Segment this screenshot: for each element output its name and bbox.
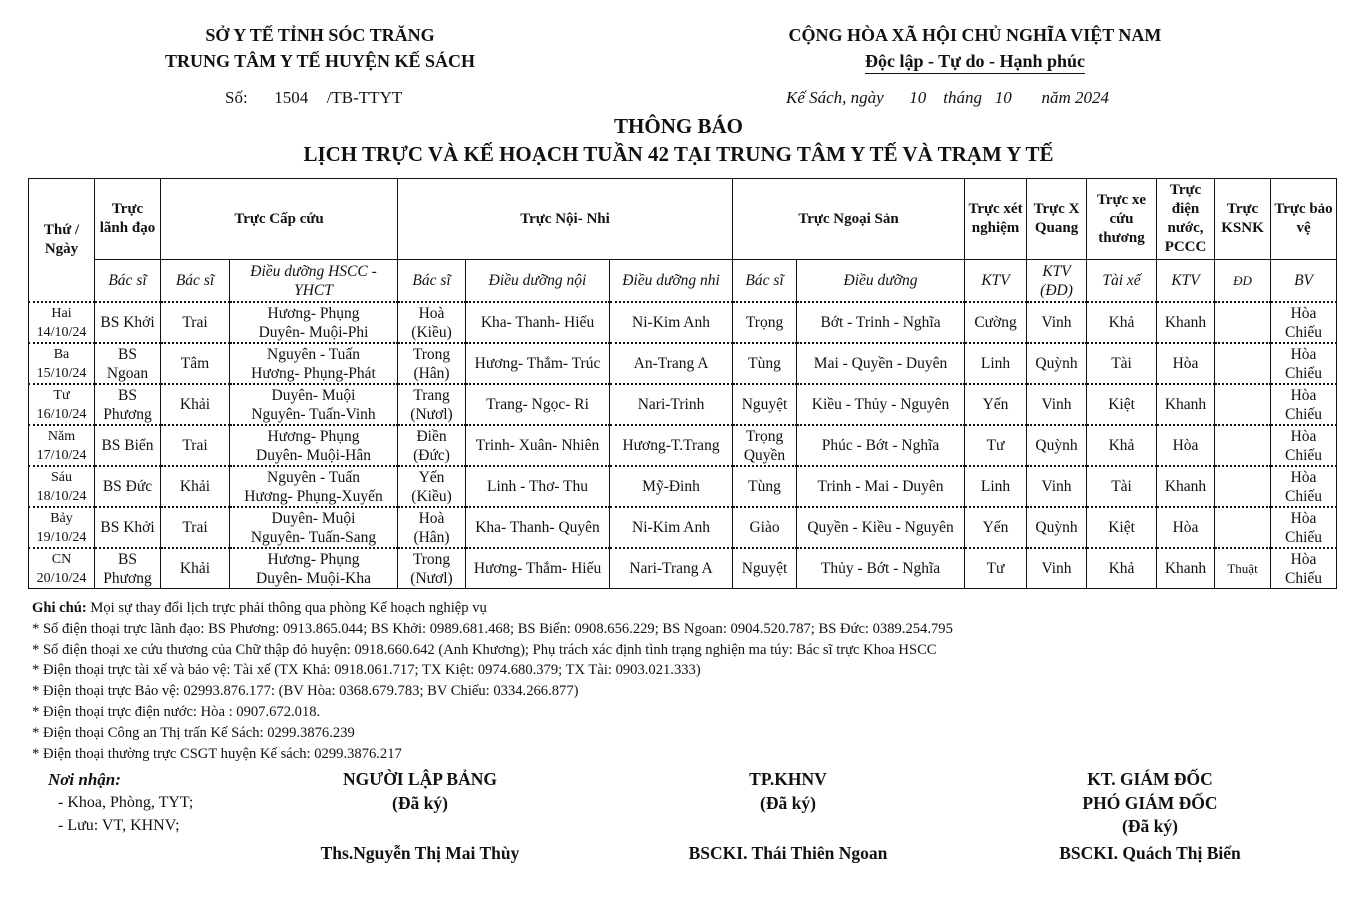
cell-line: Chiếu	[1285, 487, 1323, 505]
cell-electric: Hòa	[1157, 507, 1215, 548]
cell-line: Hai	[51, 305, 72, 321]
cell-line: (Hân)	[413, 528, 450, 546]
cell-day	[29, 507, 95, 548]
sub-header: BV	[1271, 260, 1337, 303]
table-row	[29, 384, 1337, 425]
table-row	[29, 466, 1337, 507]
cell-surgery-nurse: Mai - Quyền - Duyên	[797, 343, 965, 384]
cell-leader: BS Biển	[95, 425, 161, 466]
cell-surgery-nurse: Quyền - Kiều - Nguyên	[797, 507, 965, 548]
cell-surgery-doctor: Nguyệt	[733, 548, 797, 589]
cell-internal-doctor	[398, 548, 466, 589]
duty-schedule-table	[28, 178, 1337, 589]
cell-line: Hoà	[418, 509, 445, 527]
header-guard: Trực bảo vệ	[1271, 179, 1337, 260]
cell-line: Duyên- Muội	[271, 386, 356, 404]
cell-driver: Khả	[1087, 302, 1157, 343]
cell-day	[29, 466, 95, 507]
cell-leader: BS Phương	[95, 548, 161, 589]
cell-line: Hương- Phụng	[267, 427, 360, 445]
cell-line: Trọng	[745, 427, 784, 445]
cell-er-nurse	[230, 507, 398, 548]
cell-driver: Tài	[1087, 466, 1157, 507]
cell-guard	[1271, 507, 1337, 548]
cell-er-doctor: Khải	[161, 384, 230, 425]
note-line: * Điện thoại trực Bảo vệ: 02993.876.177: (BV Hòa: 0368.679.783; BV Chiếu: 0334.266.877)	[32, 683, 579, 700]
signature-role: TP.KHNV	[749, 769, 827, 789]
note-general	[32, 598, 953, 619]
cell-line: (Nươl)	[410, 569, 453, 587]
cell-guard	[1271, 548, 1337, 589]
header-leader: Trực lãnh đạo	[95, 179, 161, 260]
cell-line: 16/10/24	[36, 406, 87, 422]
cell-leader: BS Khởi	[95, 507, 161, 548]
national-motto-block	[740, 22, 1210, 74]
cell-pediatric-nurse: Hương-T.Trang	[610, 425, 733, 466]
cell-line: Quyền	[743, 446, 786, 464]
signature-status: (Đã ký)	[392, 792, 448, 813]
cell-xray: Quỳnh	[1027, 507, 1087, 548]
cell-internal-nurse: Hương- Thắm- Hiếu	[466, 548, 610, 589]
cell-surgery-nurse: Bớt - Trinh - Nghĩa	[797, 302, 965, 343]
cell-pediatric-nurse: Mỹ-Đinh	[610, 466, 733, 507]
cell-guard	[1271, 466, 1337, 507]
note-line: * Điện thoại trực điện nước: Hòa : 0907.672.018.	[32, 703, 321, 720]
issuer-department: SỞ Y TẾ TỈNH SÓC TRĂNG	[205, 25, 435, 45]
signature-name-preparer: Ths.Nguyễn Thị Mai Thùy	[320, 843, 520, 863]
cell-driver: Khả	[1087, 425, 1157, 466]
cell-surgery-doctor: Tùng	[733, 343, 797, 384]
cell-surgery-nurse: Kiều - Thủy - Nguyên	[797, 384, 965, 425]
cell-guard	[1271, 302, 1337, 343]
signature-status: (Đã ký)	[1122, 816, 1178, 836]
cell-internal-nurse: Trang- Ngọc- Ri	[466, 384, 610, 425]
ref-suffix: /TB-TTYT	[326, 88, 403, 107]
sub-header: Tài xế	[1087, 260, 1157, 303]
cell-surgery-doctor: Tùng	[733, 466, 797, 507]
signature-preparer	[290, 768, 550, 815]
sub-header: KTV (ĐD)	[1027, 260, 1087, 303]
cell-electric: Khanh	[1157, 548, 1215, 589]
issuer-block	[120, 22, 520, 74]
cell-electric: Khanh	[1157, 384, 1215, 425]
cell-line: Hoà	[418, 304, 445, 322]
cell-electric: Khanh	[1157, 466, 1215, 507]
cell-internal-doctor	[398, 302, 466, 343]
signature-role: NGƯỜI LẬP BẢNG	[343, 769, 497, 789]
cell-lab: Linh	[965, 343, 1027, 384]
cell-leader: BS Phương	[95, 384, 161, 425]
cell-line: Chiếu	[1285, 569, 1323, 587]
cell-line: Chiếu	[1285, 364, 1323, 382]
sub-header: Điều dưỡng nhi	[610, 260, 733, 303]
header-internal-pediatrics: Trực Nội- Nhi	[398, 179, 733, 260]
header-lab: Trực xét nghiệm	[965, 179, 1027, 260]
recipient-item: - Khoa, Phòng, TYT;	[58, 794, 194, 811]
cell-ksnk	[1215, 384, 1271, 425]
cell-er-doctor: Khải	[161, 466, 230, 507]
document-title: THÔNG BÁO	[614, 114, 743, 138]
cell-day	[29, 425, 95, 466]
cell-line: Hương- Phụng-Xuyến	[244, 487, 383, 505]
table-row	[29, 548, 1337, 589]
document-subtitle: LỊCH TRỰC VÀ KẾ HOẠCH TUẦN 42 TẠI TRUNG TÂM Y TẾ VÀ TRẠM Y TẾ	[303, 142, 1054, 166]
cell-lab: Yến	[965, 384, 1027, 425]
cell-line: Bảy	[50, 510, 73, 526]
cell-line: Nguyên- Tuấn-Vinh	[251, 405, 376, 423]
cell-lab: Tư	[965, 548, 1027, 589]
cell-internal-nurse: Hương- Thắm- Trúc	[466, 343, 610, 384]
cell-leader: BS Đức	[95, 466, 161, 507]
cell-line: Yến	[418, 468, 445, 486]
cell-er-nurse	[230, 302, 398, 343]
cell-line: 14/10/24	[36, 324, 87, 340]
cell-lab: Cường	[965, 302, 1027, 343]
cell-pediatric-nurse: Ni-Kim Anh	[610, 302, 733, 343]
cell-line: Duyên- Muội-Hân	[256, 446, 371, 464]
signature-role: PHÓ GIÁM ĐỐC	[1082, 792, 1218, 813]
ref-prefix: Số:	[225, 88, 248, 107]
cell-line: Chiếu	[1285, 446, 1323, 464]
cell-line: Hòa	[1290, 550, 1317, 568]
cell-internal-doctor	[398, 507, 466, 548]
cell-line: 15/10/24	[36, 365, 87, 381]
cell-ksnk	[1215, 507, 1271, 548]
cell-ksnk	[1215, 425, 1271, 466]
cell-day	[29, 548, 95, 589]
cell-lab: Yến	[965, 507, 1027, 548]
cell-line: Hương- Phụng	[267, 550, 360, 568]
ref-number: 1504	[274, 88, 309, 107]
cell-surgery-doctor	[733, 425, 797, 466]
cell-line: (Hân)	[413, 364, 450, 382]
cell-surgery-nurse: Thủy - Bớt - Nghĩa	[797, 548, 965, 589]
cell-surgery-doctor: Nguyệt	[733, 384, 797, 425]
cell-pediatric-nurse: Nari-Trang A	[610, 548, 733, 589]
cell-line: Chiếu	[1285, 405, 1323, 423]
cell-ksnk: Thuật	[1215, 548, 1271, 589]
cell-line: Hòa	[1290, 509, 1317, 527]
cell-xray: Quỳnh	[1027, 425, 1087, 466]
cell-ksnk	[1215, 302, 1271, 343]
cell-line: Sáu	[51, 469, 72, 485]
notes-block	[32, 598, 953, 764]
cell-line: 18/10/24	[36, 488, 87, 504]
signature-name-khnv: BSCKI. Thái Thiên Ngoan	[688, 843, 888, 863]
signature-status: (Đã ký)	[760, 792, 816, 813]
cell-leader: BS Ngoan	[95, 343, 161, 384]
note-line: * Điện thoại trực tài xế và bảo vệ: Tài xế (TX Khả: 0918.061.717; TX Kiệt: 0974.680.379; TX Tài: 0903.021.333)	[32, 662, 701, 679]
cell-line: Duyên- Muội-Kha	[256, 569, 371, 587]
cell-line: Chiếu	[1285, 323, 1323, 341]
note-line: * Số điện thoại trực lãnh đạo: BS Phương: 0913.865.044; BS Khởi: 0989.681.468; BS Biển: 0908.656.229; BS Ngoan: 0904.520.787; BS Đức: 0389.254.795	[32, 620, 953, 637]
cell-internal-nurse: Kha- Thanh- Quyên	[466, 507, 610, 548]
cell-line: CN	[51, 551, 72, 567]
cell-er-doctor: Trai	[161, 302, 230, 343]
cell-day	[29, 384, 95, 425]
cell-electric: Khanh	[1157, 302, 1215, 343]
cell-driver: Kiệt	[1087, 384, 1157, 425]
sub-header: Điều dưỡng nội	[466, 260, 610, 303]
cell-er-nurse	[230, 548, 398, 589]
table-row	[29, 302, 1337, 343]
header-surgery-obstetrics: Trực Ngoại Sản	[733, 179, 965, 260]
cell-line: Trong	[412, 345, 451, 363]
cell-line: Điền	[416, 427, 447, 445]
sub-header: Bác sĩ	[398, 260, 466, 303]
cell-internal-doctor	[398, 384, 466, 425]
cell-day	[29, 302, 95, 343]
cell-line: (Kiều)	[411, 487, 452, 505]
sub-header-row	[29, 260, 1337, 303]
note-line: * Số điện thoại xe cứu thương của Chữ thập đỏ huyện: 0918.660.642 (Anh Khương); Phụ trách xác định tình trạng nghiện ma túy: Bác sĩ trực Khoa HSCC	[32, 641, 937, 658]
cell-line: Nguyên- Tuấn-Sang	[250, 528, 377, 546]
cell-line: Hương- Phụng	[267, 304, 360, 322]
sub-header: Bác sĩ	[733, 260, 797, 303]
issue-date: Kế Sách, ngày 10 tháng 10 năm 2024	[786, 88, 1109, 107]
cell-internal-doctor	[398, 466, 466, 507]
cell-internal-nurse: Linh - Thơ- Thu	[466, 466, 610, 507]
cell-line: (Kiều)	[411, 323, 452, 341]
cell-line: Trong	[412, 550, 451, 568]
note-line: * Điện thoại Công an Thị trấn Kế Sách: 0299.3876.239	[32, 724, 355, 741]
cell-surgery-nurse: Phúc - Bớt - Nghĩa	[797, 425, 965, 466]
document-number	[225, 88, 402, 108]
sub-header: Bác sĩ	[161, 260, 230, 303]
cell-line: Hòa	[1290, 386, 1317, 404]
recipient-item: - Lưu: VT, KHNV;	[58, 817, 180, 834]
cell-guard	[1271, 425, 1337, 466]
cell-line: Hòa	[1290, 468, 1317, 486]
cell-line: Trang	[413, 386, 450, 404]
cell-er-doctor: Trai	[161, 425, 230, 466]
cell-surgery-doctor: Trọng	[733, 302, 797, 343]
cell-guard	[1271, 343, 1337, 384]
cell-line: Duyên- Muội	[271, 509, 356, 527]
sub-header: KTV	[1157, 260, 1215, 303]
cell-line: Năm	[47, 428, 76, 444]
cell-xray: Vinh	[1027, 466, 1087, 507]
national-motto: Độc lập - Tự do - Hạnh phúc	[865, 49, 1085, 74]
recipients-block	[48, 768, 193, 837]
cell-day	[29, 343, 95, 384]
cell-surgery-nurse: Trinh - Mai - Duyên	[797, 466, 965, 507]
cell-line: Hòa	[1290, 427, 1317, 445]
cell-ksnk	[1215, 466, 1271, 507]
sub-header: Điều dưỡng HSCC - YHCT	[230, 260, 398, 303]
cell-line: 17/10/24	[36, 447, 87, 463]
sub-header: KTV	[965, 260, 1027, 303]
notes-label: Ghi chú:	[32, 600, 87, 616]
cell-line: Chiếu	[1285, 528, 1323, 546]
cell-line: 19/10/24	[36, 529, 87, 545]
header-xray: Trực X Quang	[1027, 179, 1087, 260]
cell-electric: Hòa	[1157, 343, 1215, 384]
cell-line: (Nươl)	[410, 405, 453, 423]
cell-er-nurse	[230, 384, 398, 425]
schedule-rows	[29, 302, 1337, 589]
cell-surgery-doctor: Giào	[733, 507, 797, 548]
cell-driver: Khả	[1087, 548, 1157, 589]
cell-xray: Quỳnh	[1027, 343, 1087, 384]
signature-khnv	[658, 768, 918, 815]
table-row	[29, 425, 1337, 466]
cell-pediatric-nurse: Nari-Trinh	[610, 384, 733, 425]
signature-name-director: BSCKI. Quách Thị Biển	[1059, 843, 1241, 863]
cell-electric: Hòa	[1157, 425, 1215, 466]
header-emergency: Trực Cấp cứu	[161, 179, 398, 260]
cell-internal-nurse: Trinh- Xuân- Nhiên	[466, 425, 610, 466]
cell-er-nurse	[230, 343, 398, 384]
cell-guard	[1271, 384, 1337, 425]
cell-lab: Linh	[965, 466, 1027, 507]
cell-line: Hòa	[1290, 345, 1317, 363]
cell-line: Hương- Phụng-Phát	[251, 364, 376, 382]
header-ksnk: Trực KSNK	[1215, 179, 1271, 260]
signature-director	[1020, 768, 1280, 839]
cell-er-doctor: Tâm	[161, 343, 230, 384]
sub-header: Bác sĩ	[95, 260, 161, 303]
cell-pediatric-nurse: An-Trang A	[610, 343, 733, 384]
header-electric: Trực điện nước, PCCC	[1157, 179, 1215, 260]
national-title: CỘNG HÒA XÃ HỘI CHỦ NGHĨA VIỆT NAM	[788, 25, 1162, 45]
sub-header: Điều dưỡng	[797, 260, 965, 303]
issuer-center: TRUNG TÂM Y TẾ HUYỆN KẾ SÁCH	[164, 51, 476, 71]
cell-line: Nguyên - Tuấn	[267, 468, 361, 486]
cell-er-nurse	[230, 425, 398, 466]
signature-role: KT. GIÁM ĐỐC	[1087, 769, 1213, 789]
sub-header: ĐD	[1215, 260, 1271, 303]
cell-ksnk	[1215, 343, 1271, 384]
cell-lab: Tư	[965, 425, 1027, 466]
cell-xray: Vinh	[1027, 548, 1087, 589]
table-row	[29, 343, 1337, 384]
cell-line: Ba	[53, 346, 70, 362]
table-row	[29, 507, 1337, 548]
cell-line: (Đức)	[413, 446, 450, 464]
cell-pediatric-nurse: Ni-Kim Anh	[610, 507, 733, 548]
cell-line: Duyên- Muội-Phi	[258, 323, 369, 341]
recipients-label: Nơi nhận:	[48, 770, 121, 789]
header-day: Thứ / Ngày	[29, 179, 95, 303]
cell-internal-doctor	[398, 343, 466, 384]
header-ambulance: Trực xe cứu thương	[1087, 179, 1157, 260]
cell-driver: Tài	[1087, 343, 1157, 384]
cell-line: Nguyên - Tuấn	[267, 345, 361, 363]
cell-er-doctor: Khải	[161, 548, 230, 589]
note-first: Mọi sự thay đổi lịch trực phải thông qua phòng Kế hoạch nghiệp vụ	[86, 600, 487, 616]
cell-internal-nurse: Kha- Thanh- Hiếu	[466, 302, 610, 343]
cell-internal-doctor	[398, 425, 466, 466]
cell-er-doctor: Trai	[161, 507, 230, 548]
cell-leader: BS Khởi	[95, 302, 161, 343]
cell-line: 20/10/24	[36, 570, 87, 586]
note-line: * Điện thoại thường trực CSGT huyện Kế sách: 0299.3876.217	[32, 745, 402, 762]
cell-xray: Vinh	[1027, 384, 1087, 425]
cell-xray: Vinh	[1027, 302, 1087, 343]
cell-line: Tư	[53, 387, 70, 403]
cell-driver: Kiệt	[1087, 507, 1157, 548]
cell-er-nurse	[230, 466, 398, 507]
cell-line: Hòa	[1290, 304, 1317, 322]
